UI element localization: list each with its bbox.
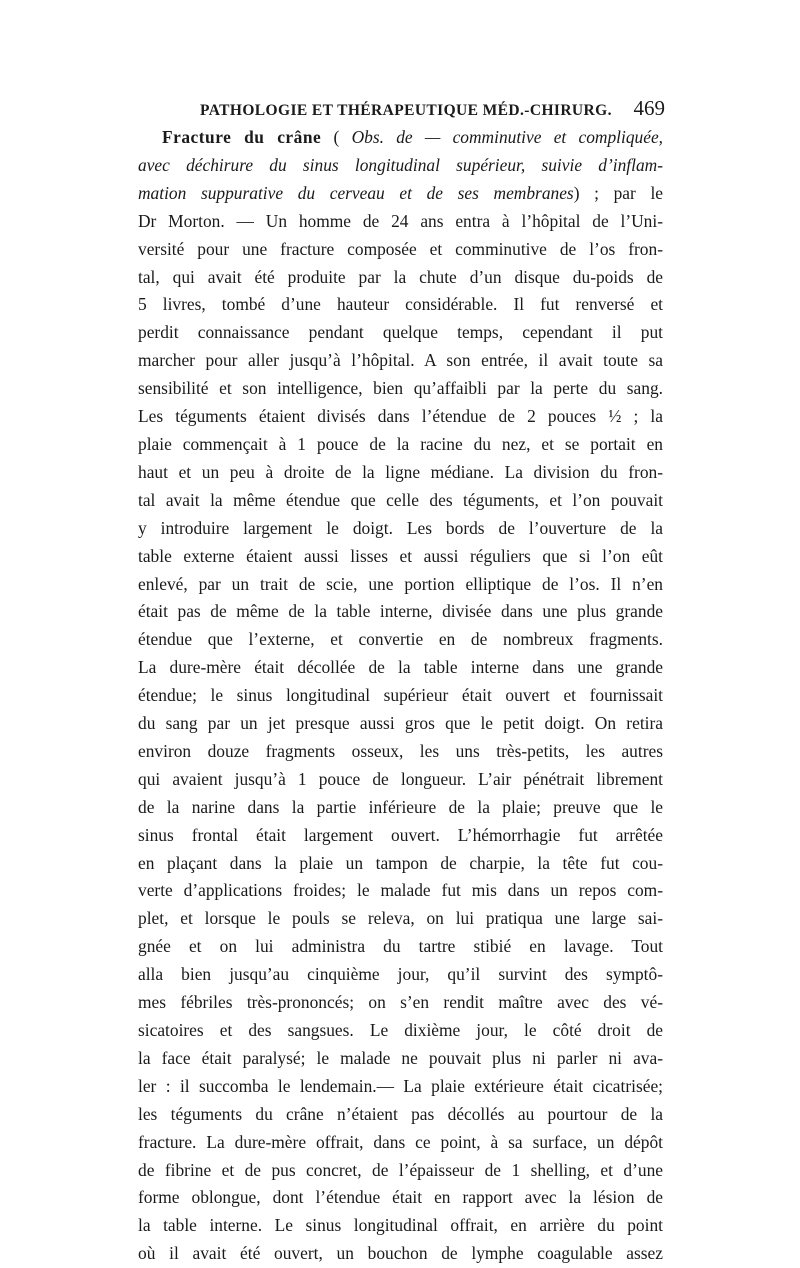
text-line: de la narine dans la partie inférieure de la plaie; preuve que le	[138, 796, 663, 817]
text-line: marcher pour aller jusqu’à l’hôpital. A son entrée, il avait toute sa	[138, 350, 663, 371]
text-line: avec déchirure du sinus longitudinal supérieur, suivie d’inflam-	[138, 154, 663, 175]
text-line: en plaçant dans la plaie un tampon de charpie, la tête fut cou-	[138, 852, 663, 873]
obs-title: Obs. de — comminutive et compliquée,	[351, 127, 664, 147]
text-line: 5 livres, tombé d’une hauteur considérable. Il fut renversé et	[138, 294, 663, 315]
text-line: forme oblongue, dont l’étendue était en rapport avec la lésion de	[138, 1187, 663, 1208]
text-line: versité pour une fracture composée et comminutive de l’os fron-	[138, 238, 663, 259]
text-line: étendue; le sinus longitudinal supérieur était ouvert et fournissait	[138, 685, 663, 706]
text-line: mes fébriles très-prononcés; on s’en rendit maître avec des vé-	[138, 992, 663, 1013]
text-line: sicatoires et des sangsues. Le dixième jour, le côté droit de	[138, 1020, 663, 1040]
obs-title-end: mation suppurative du cerveau et de ses membranes	[138, 182, 574, 203]
text-line: Dr Morton. — Un homme de 24 ans entra à l’hôpital de l’Uni-	[138, 210, 663, 231]
page-number: 469	[633, 96, 665, 120]
text-line: était pas de même de la table interne, divisée dans une plus grande	[138, 601, 663, 622]
text-line: ler : il succomba le lendemain.— La plaie extérieure était cicatrisée;	[138, 1075, 663, 1096]
obs-open: (	[333, 127, 352, 147]
text-line: de fibrine et de pus concret, de l’épaisseur de 1 shelling, et d’une	[138, 1159, 663, 1180]
text-line: haut et un peu à droite de la ligne médiane. La division du fron-	[138, 461, 663, 482]
text-line: où il avait été ouvert, un bouchon de lymphe coagulable assez	[138, 1243, 663, 1264]
text-line: environ douze fragments osseux, les uns très-petits, les autres	[138, 740, 663, 761]
text-line: les téguments du crâne n’étaient pas décollés au pourtour de la	[138, 1103, 663, 1124]
running-head	[200, 96, 665, 121]
text-line: qui avaient jusqu’à 1 pouce de longueur. L’air pénétrait librement	[138, 768, 663, 789]
text-line: sensibilité et son intelligence, bien qu’affaibli par la perte du sang.	[138, 378, 663, 399]
text-line: table externe étaient aussi lisses et aussi réguliers que si l’on eût	[138, 545, 663, 566]
text-line: tal, qui avait été produite par la chute d’un disque du-poids de	[138, 266, 663, 287]
text-line: Les téguments étaient divisés dans l’étendue de 2 pouces ½ ; la	[138, 406, 663, 427]
text-line: tal avait la même étendue que celle des téguments, et l’on pouvait	[138, 489, 663, 510]
text-line: sinus frontal était largement ouvert. L’hémorrhagie fut arrêtée	[138, 824, 663, 845]
running-title: PATHOLOGIE ET THÉRAPEUTIQUE MÉD.-CHIRURG.	[200, 102, 612, 119]
text-line: perdit connaissance pendant quelque temps, cependant il put	[138, 322, 663, 343]
text-line: la face était paralysé; le malade ne pouvait plus ni parler ni ava-	[138, 1047, 663, 1068]
text-line: La dure-mère était décollée de la table interne dans une grande	[138, 657, 663, 678]
text-line: plet, et lorsque le pouls se releva, on lui pratiqua une large sai-	[138, 908, 663, 929]
article-heading: Fracture du crâne	[162, 127, 322, 147]
text-line: la table interne. Le sinus longitudinal offrait, en arrière du point	[138, 1215, 663, 1236]
obs-close: ) ; par le	[573, 182, 663, 203]
article-body	[138, 124, 663, 1268]
text-line: alla bien jusqu’au cinquième jour, qu’il survint des symptô-	[138, 964, 663, 985]
text-line: étendue que l’externe, et convertie en de nombreux fragments.	[138, 629, 663, 650]
text-line: du sang par un jet presque aussi gros que le petit doigt. On retira	[138, 713, 663, 734]
text-line: enlevé, par un trait de scie, une portion elliptique de l’os. Il n’en	[138, 573, 663, 594]
text-line	[138, 180, 663, 208]
text-line: plaie commençait à 1 pouce de la racine du nez, et se portait en	[138, 433, 663, 454]
text-line: verte d’applications froides; le malade fut mis dans un repos com-	[138, 880, 663, 901]
text-line: y introduire largement le doigt. Les bords de l’ouverture de la	[138, 517, 663, 538]
text-line	[138, 124, 663, 152]
text-line: fracture. La dure-mère offrait, dans ce point, à sa surface, un dépôt	[138, 1131, 663, 1152]
text-line: gnée et on lui administra du tartre stibié en lavage. Tout	[138, 936, 663, 957]
